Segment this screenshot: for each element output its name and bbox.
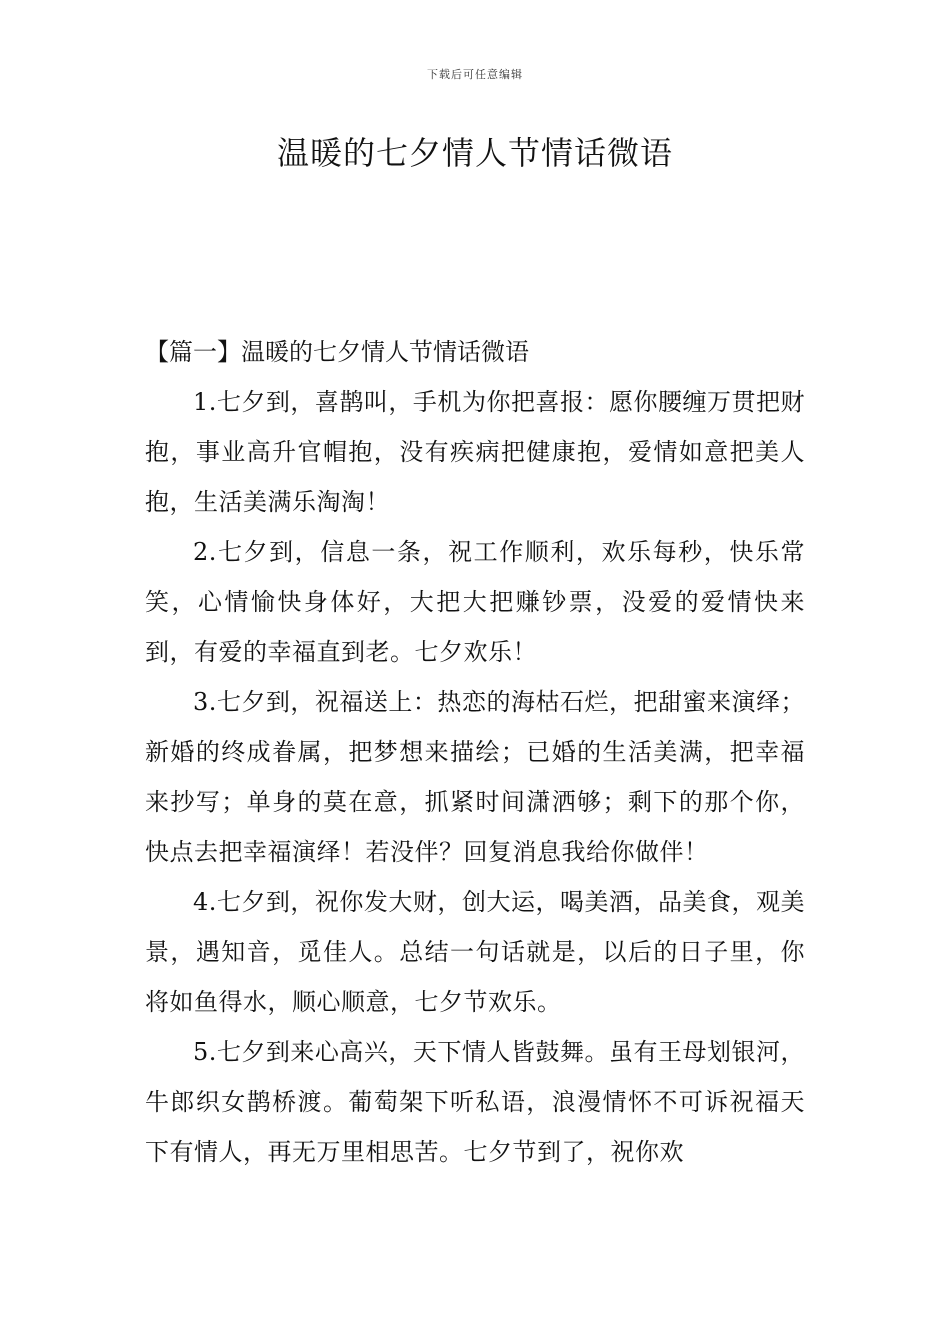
- greeting-item-5: 5.七夕到来心高兴，天下情人皆鼓舞。虽有王母划银河，牛郎织女鹊桥渡。葡萄架下听私语，浪漫情怀不可诉祝福天下有情人，再无万里相思苦。七夕节到了，祝你欢: [145, 1038, 805, 1166]
- greeting-item-2: 2.七夕到，信息一条，祝工作顺利，欢乐每秒，快乐常笑，心情愉快身体好，大把大把赚钞票，没爱的爱情快来到，有爱的幸福直到老。七夕欢乐！: [145, 538, 805, 666]
- header-note: 下载后可任意编辑: [427, 68, 523, 81]
- section-heading: 【篇一】温暖的七夕情人节情话微语: [145, 338, 529, 366]
- greeting-item-1: 1.七夕到，喜鹊叫，手机为你把喜报：愿你腰缠万贯把财抱，事业高升官帽抱，没有疾病把健康抱，爱情如意把美人抱，生活美满乐淘淘！: [145, 388, 805, 516]
- greeting-item-3: 3.七夕到，祝福送上：热恋的海枯石烂，把甜蜜来演绎；新婚的终成眷属，把梦想来描绘；已婚的生活美满，把幸福来抄写；单身的莫在意，抓紧时间潇洒够；剩下的那个你，快点去把幸福演绎！若没伴？回复消息我给你做伴！: [145, 688, 805, 866]
- greeting-item-4: 4.七夕到，祝你发大财，创大运，喝美酒，品美食，观美景，遇知音，觅佳人。总结一句话就是，以后的日子里，你将如鱼得水，顺心顺意，七夕节欢乐。: [145, 888, 805, 1016]
- document-title: 温暖的七夕情人节情话微语: [276, 134, 673, 172]
- document-body: [145, 327, 805, 1177]
